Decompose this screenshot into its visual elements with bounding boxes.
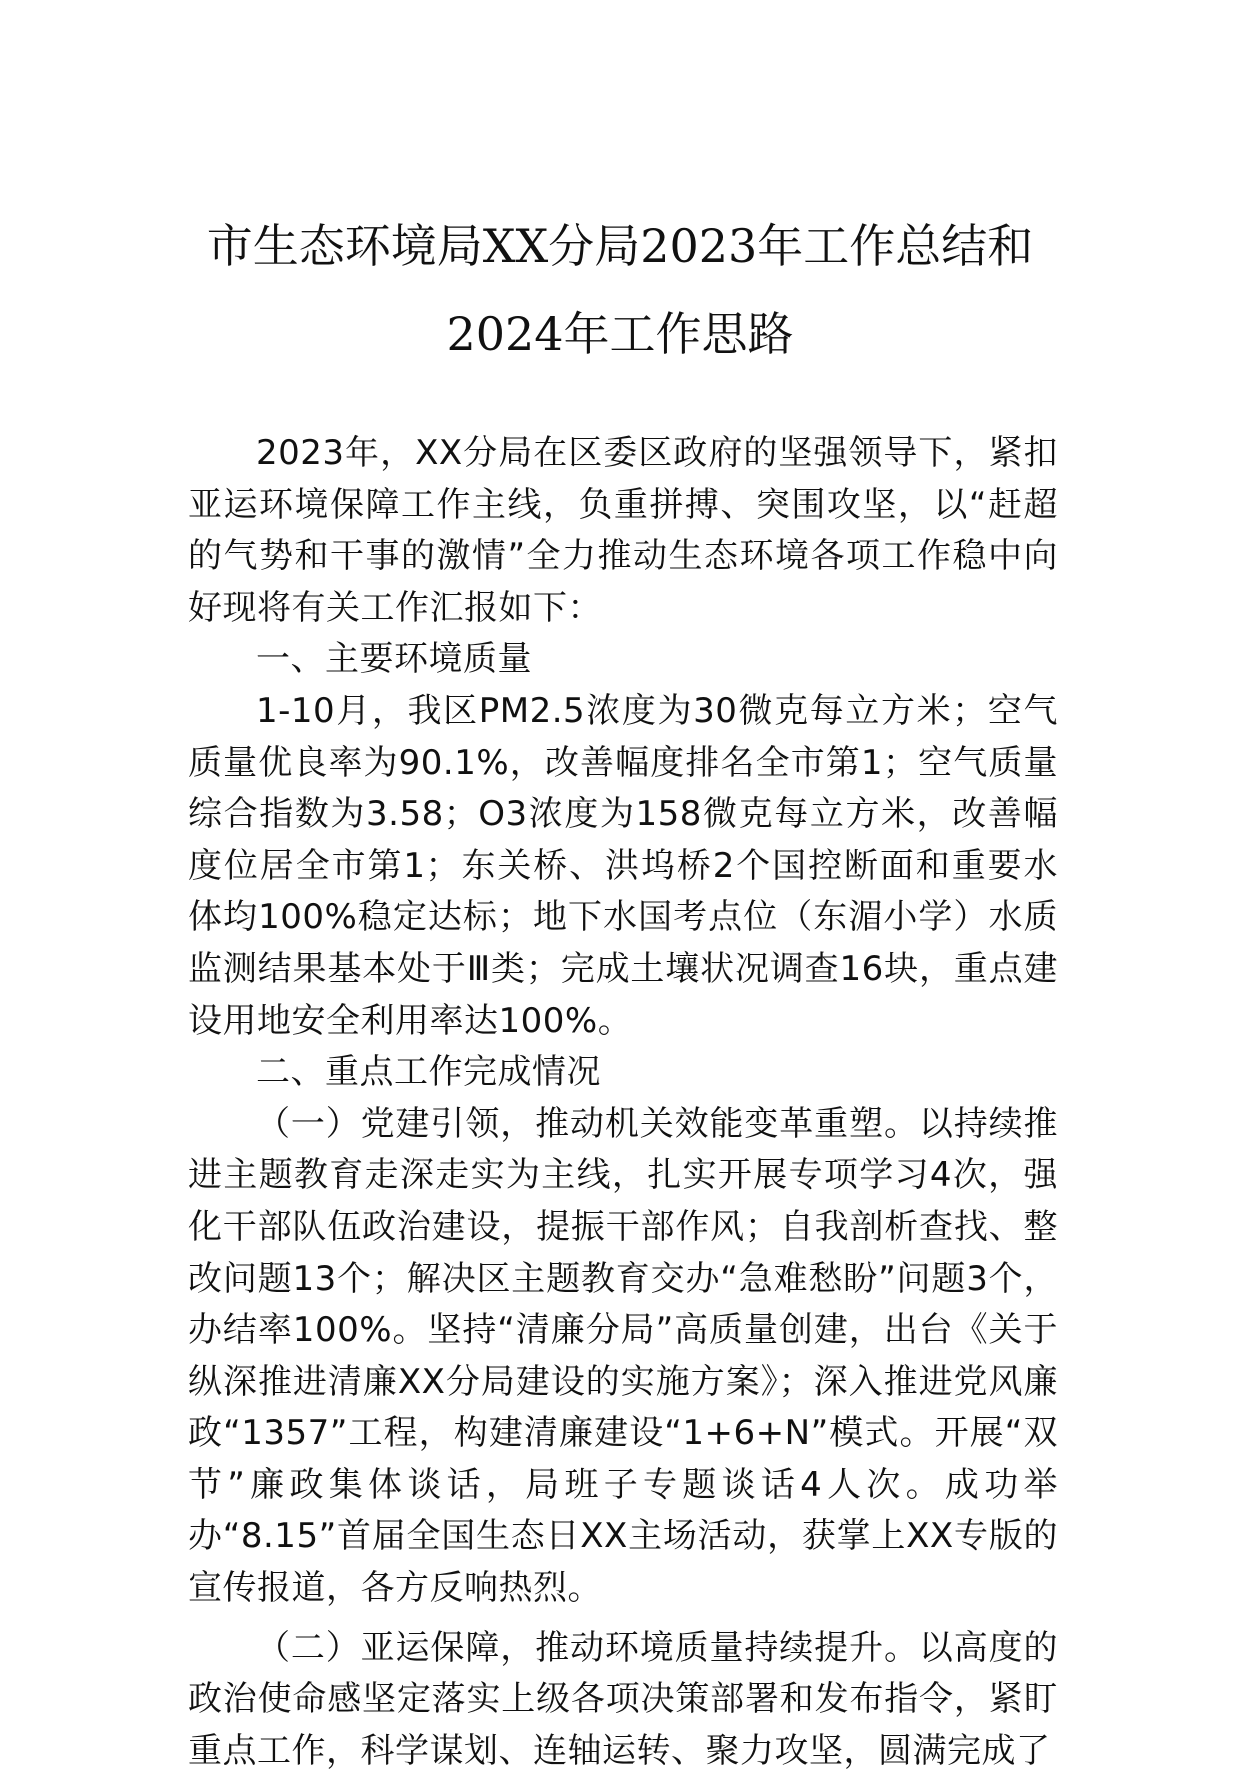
section2-heading: 二、重点工作完成情况 <box>256 1052 601 1093</box>
document-title-line2: 2024年工作思路 <box>446 307 794 361</box>
document-body <box>188 428 1058 1777</box>
section2-item1-paragraph: （一）党建引领，推动机关效能变革重塑。以持续推进主题教育走深走实为主线，扎实开展专项学习4次，强化干部队伍政治建设，提振干部作风；自我剖析查找、整改问题13个；解决区主题教育交办“急难愁盼”问题3个，办结率100%。坚持“清廉分局”高质量创建，出台《关于纵深推进清廉XX分局建设的实施方案》；深入推进党风廉政“1357”工程，构建清廉建设“1+6+N”模式。开展“双节”廉政集体谈话，局班子专题谈话4人次。成功举办“8.15”首届全国生态日XX主场活动，获掌上XX专版的宣传报道，各方反响热烈。 <box>188 1103 1058 1609</box>
section1-heading: 一、主要环境质量 <box>256 639 532 680</box>
intro-paragraph: 2023年，XX分局在区委区政府的坚强领导下，紧扣亚运环境保障工作主线，负重拼搏、突围攻坚，以“赶超的气势和干事的激情”全力推动生态环境各项工作稳中向好现将有关工作汇报如下： <box>188 433 1058 628</box>
section2-item2-paragraph: （二）亚运保障，推动环境质量持续提升。以高度的政治使命感坚定落实上级各项决策部署和发布指令，紧盯重点工作，科学谋划、连轴运转、聚力攻坚，圆满完成了 <box>188 1627 1058 1771</box>
document-title-line1: 市生态环境局XX分局2023年工作总结和 <box>206 219 1034 273</box>
section1-paragraph: 1-10月，我区PM2.5浓度为30微克每立方米；空气质量优良率为90.1%，改善幅度排名全市第1；空气质量综合指数为3.58；O3浓度为158微克每立方米，改善幅度位居全市第1；东关桥、洪坞桥2个国控断面和重要水体均100%稳定达标；地下水国考点位（东湄小学）水质监测结果基本处于Ⅲ类；完成土壤状况调查16块，重点建设用地安全利用率达100%。 <box>188 690 1058 1041</box>
